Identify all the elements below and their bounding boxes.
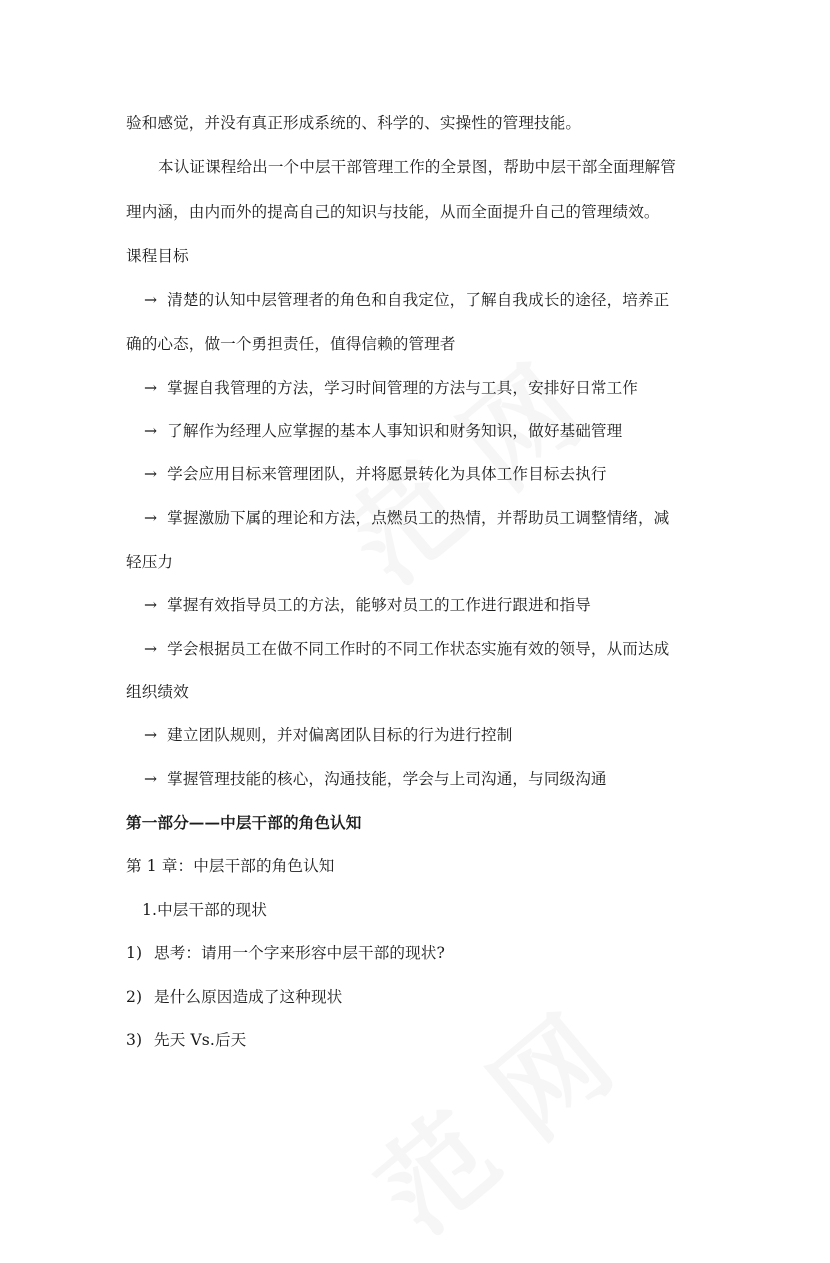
list-number: 1) [126, 944, 143, 962]
goal-text: 掌握自我管理的方法，学习时间管理的方法与工具，安排好日常工作 [167, 379, 638, 397]
paragraph-line: 理内涵，由内而外的提高自己的知识与技能，从而全面提升自己的管理绩效。 [126, 203, 660, 221]
chapter-heading: 第 1 章：中层干部的角色认知 [126, 857, 335, 875]
arrow-icon: → [144, 379, 158, 397]
list-item [126, 1029, 246, 1051]
goal-item [144, 768, 607, 790]
goal-text: 建立团队规则，并对偏离团队目标的行为进行控制 [167, 726, 513, 744]
part-heading: 第一部分——中层干部的角色认知 [126, 813, 362, 832]
list-item [126, 986, 342, 1008]
goal-text: 学会应用目标来管理团队，并将愿景转化为具体工作目标去执行 [167, 465, 607, 483]
list-text: 是什么原因造成了这种现状 [154, 988, 343, 1006]
list-text: 思考：请用一个字来形容中层干部的现状? [154, 944, 445, 962]
goal-continuation: 确的心态，做一个勇担责任，值得信赖的管理者 [126, 335, 456, 353]
paragraph-line: 本认证课程给出一个中层干部管理工作的全景图，帮助中层干部全面理解管 [158, 158, 676, 176]
arrow-icon: → [144, 596, 158, 614]
goal-item [144, 507, 669, 529]
goal-item [144, 724, 512, 746]
goal-text: 掌握激励下属的理论和方法，点燃员工的热情，并帮助员工调整情绪，减 [167, 509, 670, 527]
arrow-icon: → [144, 465, 158, 483]
goal-continuation: 轻压力 [126, 553, 174, 571]
list-item [126, 942, 445, 964]
list-text: 先天 Vs.后天 [154, 1031, 247, 1049]
goal-text: 掌握管理技能的核心，沟通技能，学会与上司沟通，与同级沟通 [167, 770, 607, 788]
goal-item [144, 289, 669, 311]
goal-text: 学会根据员工在做不同工作时的不同工作状态实施有效的领导，从而达成 [167, 640, 670, 658]
section-heading: 1.中层干部的现状 [142, 901, 267, 919]
arrow-icon: → [144, 770, 158, 788]
goal-continuation: 组织绩效 [126, 683, 189, 701]
goal-text: 掌握有效指导员工的方法，能够对员工的工作进行跟进和指导 [167, 596, 591, 614]
goal-item [144, 594, 591, 616]
section-label: 课程目标 [126, 247, 189, 265]
goal-item [144, 377, 638, 399]
watermark [339, 975, 638, 1262]
arrow-icon: → [144, 509, 158, 527]
paragraph-line: 验和感觉，并没有真正形成系统的、科学的、实操性的管理技能。 [126, 114, 582, 132]
arrow-icon: → [144, 422, 158, 440]
goal-item [144, 463, 607, 485]
arrow-icon: → [144, 640, 158, 658]
list-number: 2) [126, 988, 143, 1006]
arrow-icon: → [144, 291, 158, 309]
goal-text: 清楚的认知中层管理者的角色和自我定位，了解自我成长的途径，培养正 [167, 291, 670, 309]
arrow-icon: → [144, 726, 158, 744]
goal-item [144, 420, 622, 442]
list-number: 3) [126, 1031, 143, 1049]
goal-text: 了解作为经理人应掌握的基本人事知识和财务知识，做好基础管理 [167, 422, 623, 440]
goal-item [144, 638, 669, 660]
